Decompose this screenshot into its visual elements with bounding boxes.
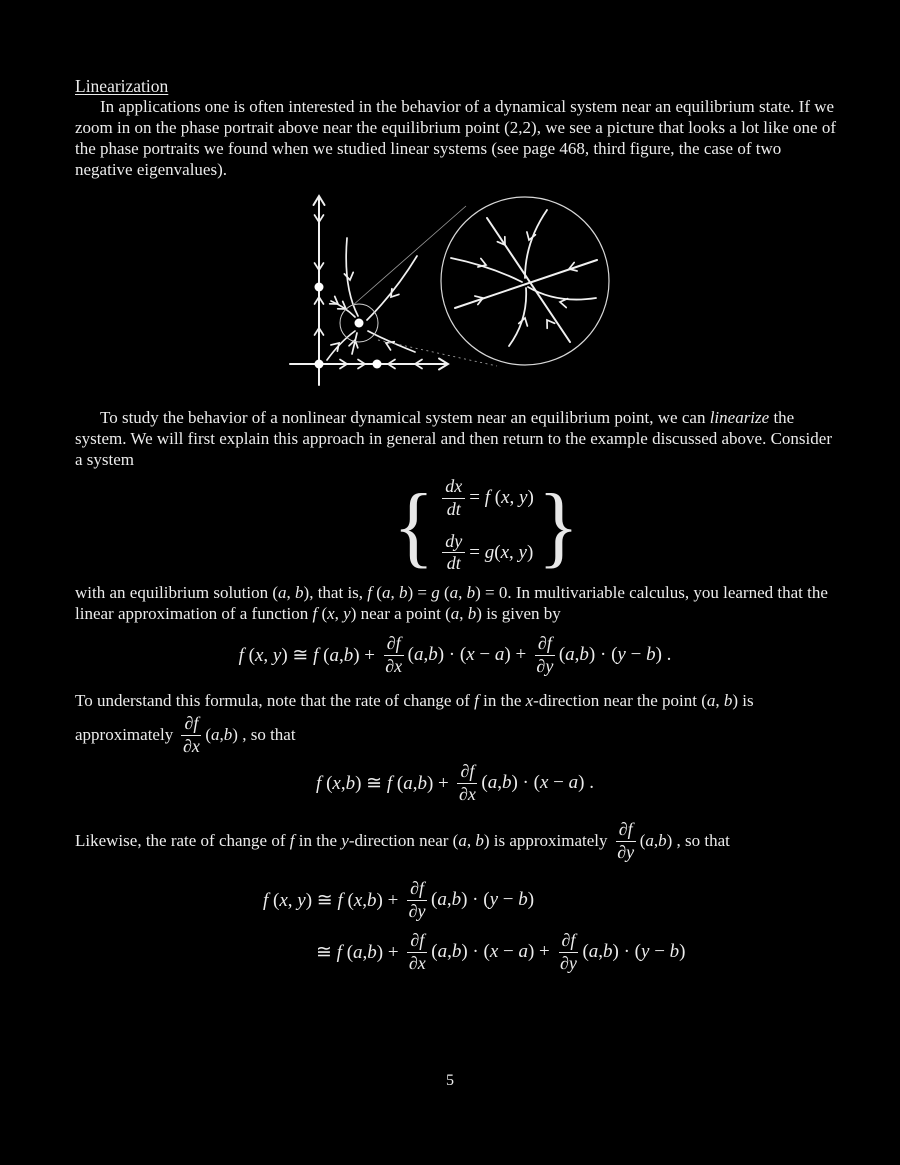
eq-linear-approximation: f (x, y) ≅ f (a,b) + $\frac{\partial f}{\partial x}$ (a,b) · (x − a) + $\frac{\partial f}{\partial y}$ (a,b) · (y − b) . [238,633,672,676]
phase-portrait-figure [283,190,623,392]
right-brace: } [537,474,580,577]
eq-y-approximation-line2: ≅ f (a,b) + $\frac{\partial f}{\partial x}$ (a,b) · (x − a) + $\frac{\partial f}{\partial y}$ (a,b) · (y − b) [316,929,686,973]
x-axis-equilibrium-dot [373,360,382,369]
dydt-fraction: $\frac{dy}{dt}$ [442,532,465,575]
paragraph-equilibrium: with an equilibrium solution (a, b), that is, f (a, b) = g (a, b) = 0. In multivariable calculus, you learned that the linear approximation of a function f (x, y) near a point (a, b) is given by [75,583,828,623]
partial-f-partial-x-fraction: $\frac{\partial f}{\partial x}$ [385,633,403,676]
partial-f-partial-y-fraction: $\frac{\partial f}{\partial y}$ [560,929,577,973]
paragraph-x-direction-continued: approximately $\frac{\partial f}{\partial x}$ (a,b) , so that [75,712,296,756]
partial-f-partial-x-fraction: $\frac{\partial f}{\partial x}$ [458,761,476,804]
paragraph-x-direction: To understand this formula, note that the rate of change of f in the x-direction near the point (a, b) is [75,691,754,710]
y-axis-equilibrium-dot [315,283,324,292]
dxdt-fraction: $\frac{dx}{dt}$ [442,477,465,520]
eq-x-approximation: f (x,b) ≅ f (a,b) + $\frac{\partial f}{\partial x}$ (a,b) · (x − a) . [316,761,594,804]
partial-f-partial-y-fraction: $\frac{\partial f}{\partial y}$ [408,877,426,921]
partial-f-partial-y-fraction: $\frac{\partial f}{\partial y}$ [536,633,554,676]
magnified-view-circle [441,197,609,365]
origin-equilibrium-dot [315,360,324,369]
magnified-linear-node [451,210,597,346]
paragraph-y-direction: Likewise, the rate of change of f in the y-direction near (a, b) is approximately $\frac{\partial f}{\partial y}$ (a,b) , so that [75,818,730,862]
interior-equilibrium-dot [355,319,364,328]
partial-f-partial-x-fraction: $\frac{\partial f}{\partial x}$ [408,929,426,973]
paragraph-intro: In applications one is often interested in the behavior of a dynamical system near an equilibrium state. If we zoom in on the phase portrait above near the equilibrium point (2,2), we see a picture that looks a lot like one of the phase portraits we found when we studied linear systems (see page 468, third figure, the case of two negative eigenvalues). [75,97,836,179]
left-brace: { [393,474,435,577]
zoom-connector-dotted-line [378,340,497,366]
paragraph-linearize: To study the behavior of a nonlinear dynamical system near an equilibrium point, we can linearize the system. We will first explain this approach in general and then return to the example discussed above. Consider a system [75,408,832,469]
system-of-equations [393,474,580,577]
eq-dxdt-row: $\frac{dx}{dt}$ = f (x, y) [438,477,534,520]
zoom-connector-line [352,206,466,306]
eq-dydt-row: $\frac{dy}{dt}$ = g(x, y) [438,532,534,575]
page-title: Linearization [75,76,169,96]
eq-y-approximation-line1: f (x, y) ≅ f (x,b) + $\frac{\partial f}{\partial y}$ (a,b) · (y − b) [263,877,535,921]
page-number: 5 [446,1072,454,1089]
inline-partial-x-fraction: $\frac{\partial f}{\partial x}$ [182,712,200,756]
inline-partial-y-fraction: $\frac{\partial f}{\partial y}$ [617,818,635,862]
x-axis [290,359,448,370]
nonlinear-trajectories [327,238,417,360]
